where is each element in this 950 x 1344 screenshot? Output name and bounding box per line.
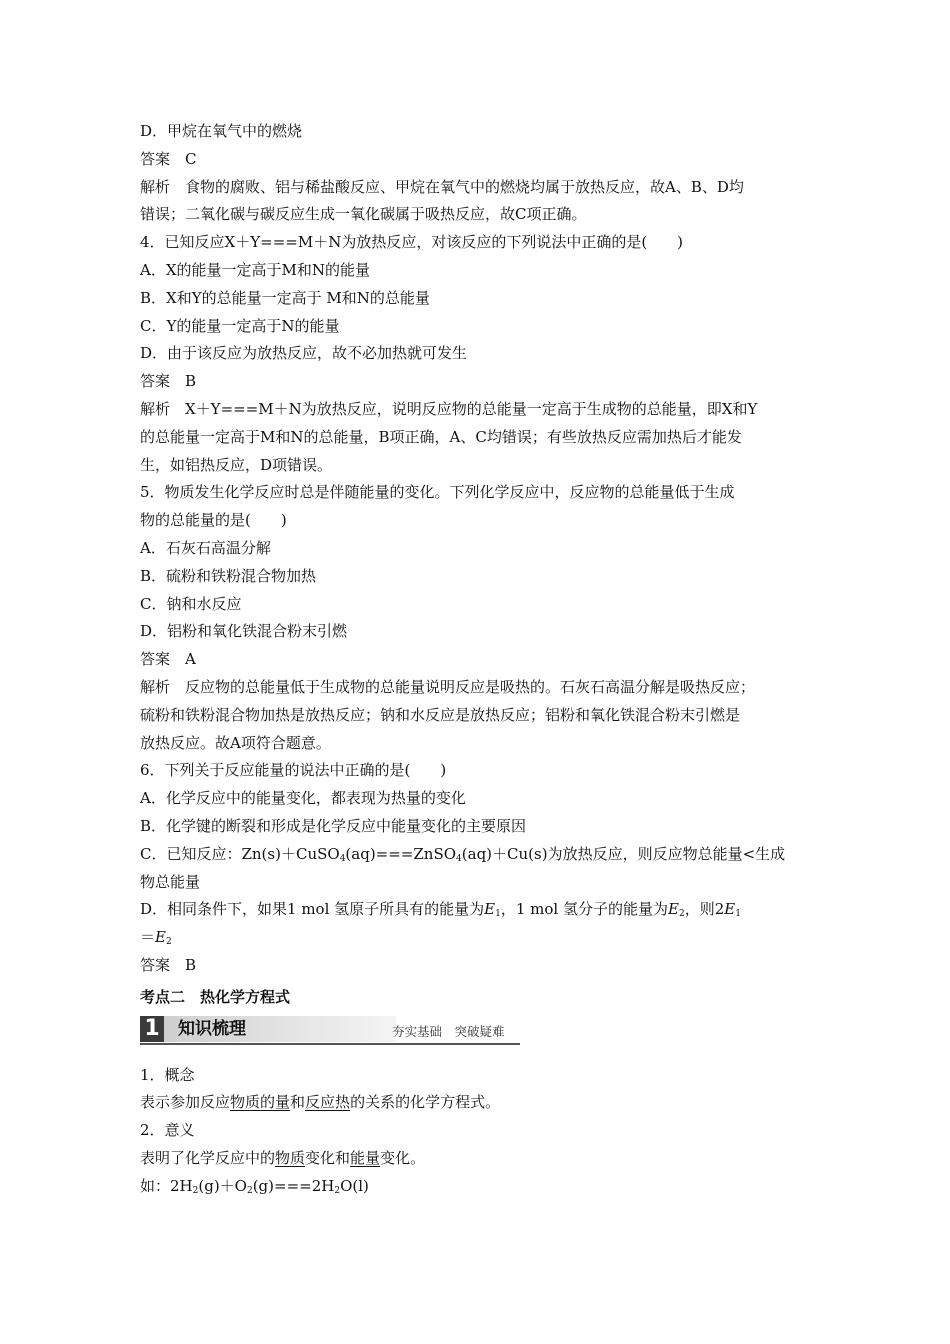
q6-option-b: B．化学键的断裂和形成是化学反应中能量变化的主要原因 — [140, 816, 527, 835]
section-banner — [140, 1014, 820, 1048]
q5-stem-line-2: 物的总能量的是( ) — [140, 511, 287, 530]
q5-answer: 答案 A — [140, 650, 196, 669]
q6-option-d: D．相同条件下，如果1 mol 氢原子所具有的能量为$E_1$，1 mol 氢分子的能量为$E_2$，则$2E_1$ — [140, 900, 741, 920]
section-number-badge: 1 — [140, 1016, 164, 1042]
meaning-title: 2．意义 — [140, 1121, 195, 1140]
q3-option-d: D．甲烷在氧气中的燃烧 — [140, 122, 303, 140]
q6-stem: 6．下列关于反应能量的说法中正确的是( ) — [140, 761, 447, 780]
q4-option-d: D．由于该反应为放热反应，故不必加热就可发生 — [140, 344, 468, 363]
q4-analysis-line-1: 解析 X＋Y===M＋N为放热反应，说明反应物的总能量一定高于生成物的总能量，即X和Y — [140, 399, 758, 418]
q4-option-b: B．X和Y的总能量一定高于 M和N的总能量 — [140, 288, 430, 307]
q5-option-a: A．石灰石高温分解 — [140, 538, 271, 557]
q4-analysis-line-3: 生，如铝热反应，D项错误。 — [140, 455, 333, 474]
meaning-text: 表明了化学反应中的物质变化和能量变化。 — [140, 1148, 426, 1167]
q5-analysis-line-2: 硫粉和铁粉混合物加热是放热反应；钠和水反应是放热反应；铝粉和氧化铁混合粉末引燃是 — [140, 705, 741, 724]
q3-analysis-line-2: 错误；二氧化碳与碳反应生成一氧化碳属于吸热反应，故C项正确。 — [140, 205, 587, 224]
q5-option-d: D．铝粉和氧化铁混合粉末引燃 — [140, 622, 348, 641]
section-underline-rule — [140, 1043, 520, 1045]
q4-stem: 4．已知反应X＋Y===M＋N为放热反应，对该反应的下列说法中正确的是( ) — [140, 233, 684, 252]
q4-option-a: A．X的能量一定高于M和N的能量 — [140, 260, 370, 279]
q5-analysis-line-1: 解析 反应物的总能量低于生成物的总能量说明反应是吸热的。石灰石高温分解是吸热反应； — [140, 677, 756, 696]
q5-option-b: B．硫粉和铁粉混合物加热 — [140, 566, 317, 585]
q6-option-c-line-2: 物总能量 — [140, 872, 201, 891]
section-title: 知识梳理 — [178, 1018, 246, 1039]
section-tagline: 夯实基础 突破疑难 — [392, 1023, 505, 1039]
q5-stem-line-1: 5．物质发生化学反应时总是伴随能量的变化。下列化学反应中，反应物的总能量低于生成 — [140, 483, 735, 502]
concept-title: 1．概念 — [140, 1065, 195, 1084]
q6-answer: 答案 B — [140, 955, 197, 974]
q6-option-d-line-2: $=E_2$ — [140, 928, 172, 948]
q4-option-c: C．Y的能量一定高于N的能量 — [140, 316, 340, 335]
q4-analysis-line-2: 的总能量一定高于M和N的总能量，B项正确，A、C均错误；有些放热反应需加热后才能发 — [140, 427, 742, 446]
q5-option-c: C．钠和水反应 — [140, 594, 242, 613]
topic-heading: 考点二 热化学方程式 — [140, 987, 291, 1006]
q6-option-a: A．化学反应中的能量变化，都表现为热量的变化 — [140, 789, 466, 808]
concept-text: 表示参加反应物质的量和反应热的关系的化学方程式。 — [140, 1093, 501, 1112]
q3-answer: 答案 C — [140, 149, 197, 168]
q3-analysis-line-1: 解析 食物的腐败、铝与稀盐酸反应、甲烷在氧气中的燃烧均属于放热反应，故A、B、D均 — [140, 177, 744, 196]
example-equation: 如：$2H_2(g)+O_2(g)===2H_2O(l)$ — [140, 1176, 369, 1196]
q5-analysis-line-3: 放热反应。故A项符合题意。 — [140, 733, 331, 752]
document-page — [140, 118, 820, 1200]
q4-answer: 答案 B — [140, 372, 197, 391]
q6-option-c: C．已知反应：Zn(s)＋CuSO$_4$(aq)===ZnSO$_4$(aq)＋Cu(s)为放热反应，则反应物总能量<生成 — [140, 844, 786, 864]
